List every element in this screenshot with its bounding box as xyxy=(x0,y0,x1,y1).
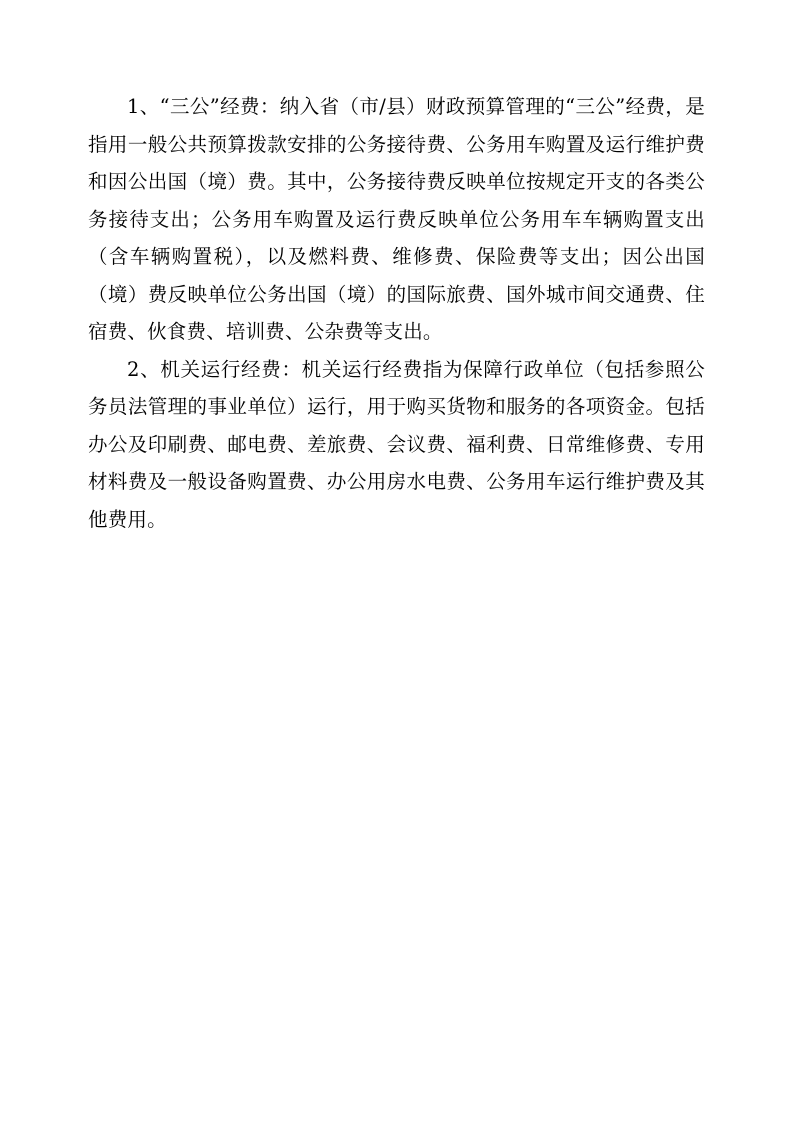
paragraph-ji-guan-yun-xing-jing-fei: 2、机关运行经费：机关运行经费指为保障行政单位（包括参照公务员法管理的事业单位）运行，用于购买货物和服务的各项资金。包括办公及印刷费、邮电费、差旅费、会议费、福利费、日常维修费、专用材料费及一般设备购置费、办公用房水电费、公务用车运行维护费及其他费用。 xyxy=(88,357,705,531)
paragraph-san-gong-jing-fei: 1、“三公”经费：纳入省（市/县）财政预算管理的“三公”经费，是指用一般公共预算拨款安排的公务接待费、公务用车购置及运行维护费和因公出国（境）费。其中，公务接待费反映单位按规定开支的各类公务接待支出；公务用车购置及运行费反映单位公务用车车辆购置支出（含车辆购置税），以及燃料费、维修费、保险费等支出；因公出国（境）费反映单位公务出国（境）的国际旅费、国外城市间交通费、住宿费、伙食费、培训费、公杂费等支出。 xyxy=(88,95,705,343)
document-body xyxy=(88,88,705,538)
